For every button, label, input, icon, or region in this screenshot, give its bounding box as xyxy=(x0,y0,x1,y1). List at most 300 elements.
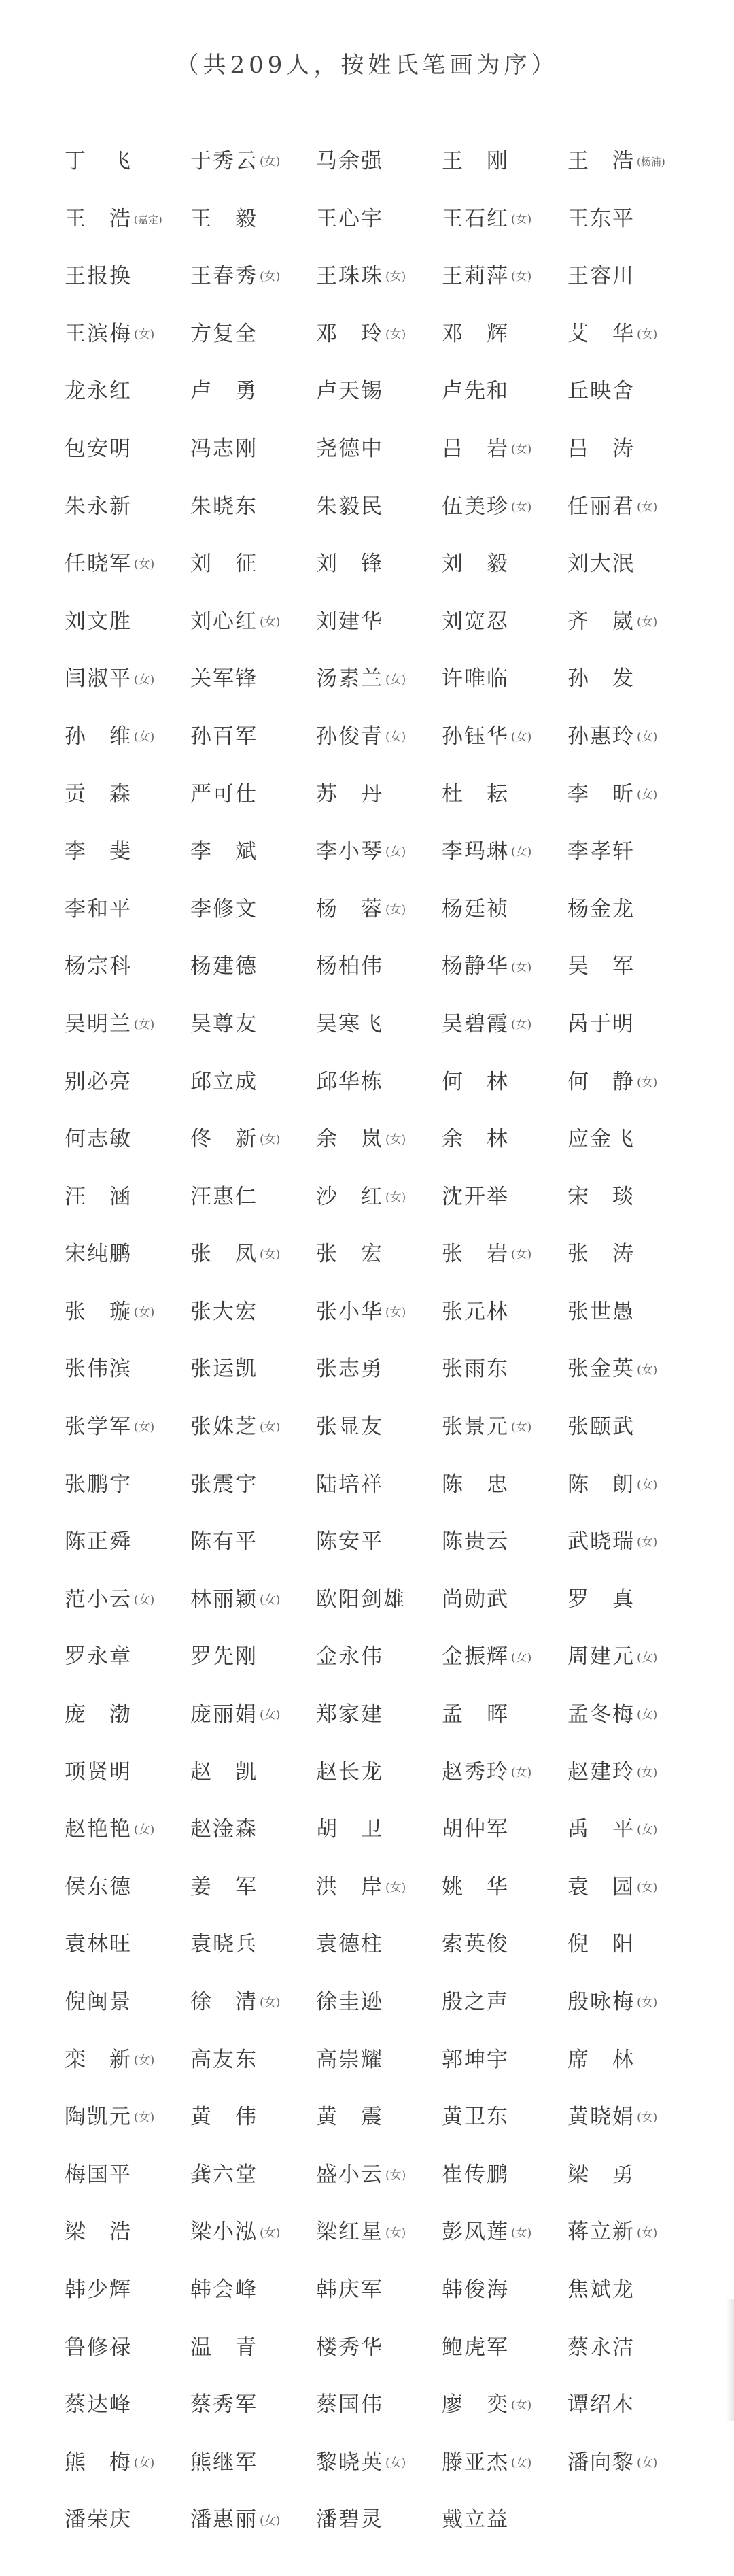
person-name: 杨静华 xyxy=(442,954,509,979)
person-name: 孟 晖 xyxy=(442,1702,509,1727)
person-name: 刘文胜 xyxy=(65,609,132,634)
name-entry xyxy=(442,881,567,938)
person-name: 赵艳艳 xyxy=(65,1817,132,1842)
female-mark: (女) xyxy=(134,558,155,572)
female-mark: (女) xyxy=(511,2399,532,2413)
name-entry xyxy=(316,2376,442,2434)
name-entry xyxy=(567,996,734,1053)
female-mark: (女) xyxy=(637,2456,658,2470)
name-entry xyxy=(316,996,442,1053)
name-entry xyxy=(65,1111,190,1168)
name-entry xyxy=(567,362,734,420)
female-mark: (女) xyxy=(637,1536,658,1550)
name-entry xyxy=(65,1628,190,1686)
name-entry xyxy=(316,766,442,824)
person-name: 陈正舜 xyxy=(65,1529,132,1555)
female-mark: (女) xyxy=(637,730,658,745)
name-entry xyxy=(190,1801,316,1859)
name-entry xyxy=(316,1859,442,1916)
female-mark: (女) xyxy=(385,327,406,341)
name-entry xyxy=(316,362,442,420)
female-mark: (女) xyxy=(637,327,658,341)
person-name: 齐 崴 xyxy=(567,609,635,634)
person-name: 胡 卫 xyxy=(316,1817,383,1842)
person-name: 何志敏 xyxy=(65,1127,132,1152)
person-name: 陶凯元 xyxy=(65,2105,132,2130)
person-name: 张 璇 xyxy=(65,1299,132,1324)
female-mark: (女) xyxy=(260,1248,281,1262)
female-mark: (女) xyxy=(511,270,532,284)
person-name: 袁林旺 xyxy=(65,1932,132,1957)
person-name: 张元林 xyxy=(442,1299,509,1324)
person-name: 胡仲军 xyxy=(442,1817,509,1842)
female-mark: (女) xyxy=(260,1996,281,2010)
person-name: 熊继军 xyxy=(190,2450,258,2475)
person-name: 殷咏梅 xyxy=(567,1990,635,2014)
person-name: 丘映舍 xyxy=(567,379,635,404)
name-entry xyxy=(442,1801,567,1859)
person-name: 罗永章 xyxy=(65,1644,132,1670)
person-name: 崔传鹏 xyxy=(442,2162,509,2187)
female-mark: (女) xyxy=(637,1996,658,2010)
person-name: 李小琴 xyxy=(316,839,383,864)
person-name: 刘 锋 xyxy=(316,552,383,577)
female-mark: (女) xyxy=(134,1018,155,1032)
name-entry xyxy=(190,938,316,996)
person-name: 冯志刚 xyxy=(190,436,258,461)
person-name: 卢 勇 xyxy=(190,379,258,404)
female-mark: (女) xyxy=(511,730,532,745)
person-name: 杨宗科 xyxy=(65,954,132,979)
name-entry xyxy=(190,2146,316,2204)
person-name: 滕亚杰 xyxy=(442,2450,509,2475)
person-name: 张显友 xyxy=(316,1414,383,1440)
name-entry xyxy=(567,478,734,536)
person-name: 王容川 xyxy=(567,264,635,289)
person-name: 刘建华 xyxy=(316,609,383,634)
person-name: 许唯临 xyxy=(442,666,509,692)
name-entry xyxy=(190,996,316,1053)
person-name: 武晓瑞 xyxy=(567,1529,635,1555)
name-entry xyxy=(316,1111,442,1168)
female-mark: (女) xyxy=(511,500,532,514)
name-entry xyxy=(442,1111,567,1168)
name-entry xyxy=(567,2434,734,2492)
person-name: 庞丽娟 xyxy=(190,1702,258,1727)
person-name: 韩俊海 xyxy=(442,2277,509,2302)
name-entry xyxy=(316,2434,442,2492)
name-entry xyxy=(567,1398,734,1456)
name-entry xyxy=(65,2491,190,2549)
name-entry xyxy=(65,1340,190,1398)
name-entry xyxy=(190,1686,316,1744)
name-entry xyxy=(65,305,190,363)
person-name: 赵长龙 xyxy=(316,1759,383,1784)
person-name: 张金英 xyxy=(567,1357,635,1382)
person-name: 席 林 xyxy=(567,2047,635,2072)
person-name: 张鹏宇 xyxy=(65,1472,132,1497)
person-name: 徐 清 xyxy=(190,1990,258,2014)
person-name: 蔡永洁 xyxy=(567,2335,635,2360)
name-entry xyxy=(190,1859,316,1916)
name-entry xyxy=(567,1744,734,1801)
name-entry xyxy=(65,996,190,1053)
person-name: 蔡达峰 xyxy=(65,2392,132,2418)
person-name: 姚 华 xyxy=(442,1874,509,1899)
name-entry xyxy=(316,248,442,305)
person-name: 王 浩 xyxy=(567,149,635,173)
name-entry xyxy=(190,2319,316,2377)
female-mark: (女) xyxy=(134,730,155,745)
name-entry xyxy=(442,1571,567,1629)
female-mark: (女) xyxy=(385,1881,406,1895)
person-name: 林丽颖 xyxy=(190,1587,258,1612)
person-name: 欧阳剑雄 xyxy=(316,1587,406,1612)
name-entry xyxy=(65,1916,190,1973)
person-name: 吕 岩 xyxy=(442,436,509,461)
person-name: 李 斌 xyxy=(190,839,258,864)
name-entry xyxy=(65,1168,190,1226)
name-entry xyxy=(442,362,567,420)
person-name: 王滨梅 xyxy=(65,321,132,346)
person-name: 王 毅 xyxy=(190,206,258,231)
person-name: 吴碧霞 xyxy=(442,1011,509,1036)
person-name: 吴寒飞 xyxy=(316,1011,383,1036)
person-name: 鲍虎军 xyxy=(442,2335,509,2360)
person-name: 方复全 xyxy=(190,321,258,346)
name-entry xyxy=(316,2146,442,2204)
name-entry xyxy=(567,2319,734,2377)
female-mark: (女) xyxy=(385,902,406,917)
person-name: 陈安平 xyxy=(316,1529,383,1555)
name-entry xyxy=(65,1053,190,1111)
name-entry xyxy=(316,823,442,881)
name-entry xyxy=(190,1571,316,1629)
person-name: 高崇耀 xyxy=(316,2047,383,2072)
person-name: 任晓军 xyxy=(65,552,132,577)
female-mark: (女) xyxy=(385,673,406,687)
person-name: 贡 森 xyxy=(65,781,132,807)
name-entry xyxy=(190,2031,316,2089)
name-entry xyxy=(65,2319,190,2377)
person-name: 韩会峰 xyxy=(190,2277,258,2302)
name-entry xyxy=(442,2031,567,2089)
person-name: 鲁修禄 xyxy=(65,2335,132,2360)
person-name: 焦斌龙 xyxy=(567,2277,635,2302)
person-name: 朱毅民 xyxy=(316,494,383,519)
name-entry xyxy=(316,2203,442,2261)
person-name: 佟 新 xyxy=(190,1127,258,1152)
name-entry xyxy=(442,478,567,536)
name-entry xyxy=(567,1686,734,1744)
female-mark: (女) xyxy=(260,2226,281,2240)
name-entry xyxy=(190,1225,316,1283)
female-mark: (女) xyxy=(511,1248,532,1262)
person-name: 伍美珍 xyxy=(442,494,509,519)
name-entry xyxy=(442,2146,567,2204)
person-name: 张 涛 xyxy=(567,1242,635,1267)
name-entry xyxy=(65,2031,190,2089)
female-mark: (女) xyxy=(637,1478,658,1492)
female-mark: (女) xyxy=(511,960,532,975)
person-name: 梁小泓 xyxy=(190,2220,258,2245)
name-entry xyxy=(65,2434,190,2492)
name-entry xyxy=(190,766,316,824)
person-name: 洪 岸 xyxy=(316,1874,383,1899)
name-entry xyxy=(65,881,190,938)
female-mark: (女) xyxy=(260,270,281,284)
person-name: 刘 征 xyxy=(190,552,258,577)
name-entry xyxy=(567,1456,734,1514)
person-name: 殷之声 xyxy=(442,1990,509,2014)
name-entry xyxy=(316,1225,442,1283)
name-entry xyxy=(567,2146,734,2204)
person-name: 张小华 xyxy=(316,1299,383,1324)
person-name: 呙于明 xyxy=(567,1011,635,1036)
person-name: 何 静 xyxy=(567,1069,635,1094)
name-entry xyxy=(316,305,442,363)
name-entry xyxy=(567,1628,734,1686)
person-name: 龚六堂 xyxy=(190,2162,258,2187)
name-entry xyxy=(442,190,567,248)
name-entry xyxy=(567,2376,734,2434)
name-entry xyxy=(442,1456,567,1514)
name-entry xyxy=(316,1916,442,1973)
name-entry xyxy=(65,1973,190,2031)
name-entry xyxy=(316,1801,442,1859)
person-name: 郑家建 xyxy=(316,1702,383,1727)
name-entry xyxy=(190,362,316,420)
name-entry xyxy=(190,1628,316,1686)
person-name: 张 宏 xyxy=(316,1242,383,1267)
person-name: 宋纯鹏 xyxy=(65,1242,132,1267)
name-entry xyxy=(442,2376,567,2434)
name-entry xyxy=(190,1973,316,2031)
person-name: 杨柏伟 xyxy=(316,954,383,979)
person-name: 朱晓东 xyxy=(190,494,258,519)
name-entry xyxy=(567,1916,734,1973)
person-name: 张颐武 xyxy=(567,1414,635,1440)
female-mark: (女) xyxy=(134,673,155,687)
name-entry xyxy=(567,1053,734,1111)
person-name: 王石红 xyxy=(442,206,509,231)
person-name: 黄卫东 xyxy=(442,2105,509,2130)
name-entry xyxy=(442,1053,567,1111)
person-name: 汤素兰 xyxy=(316,666,383,692)
person-name: 金振辉 xyxy=(442,1644,509,1670)
name-entry xyxy=(442,996,567,1053)
person-name: 李孝轩 xyxy=(567,839,635,864)
name-entry xyxy=(190,2203,316,2261)
name-entry xyxy=(65,190,190,248)
name-entry xyxy=(442,708,567,766)
person-name: 韩少辉 xyxy=(65,2277,132,2302)
person-name: 张志勇 xyxy=(316,1357,383,1382)
name-entry xyxy=(190,420,316,478)
person-name: 熊 梅 xyxy=(65,2450,132,2475)
name-entry xyxy=(190,1111,316,1168)
female-mark: (女) xyxy=(134,1306,155,1320)
person-name: 罗先刚 xyxy=(190,1644,258,1670)
person-name: 吕 涛 xyxy=(567,436,635,461)
person-name: 梁 勇 xyxy=(567,2162,635,2187)
name-entry xyxy=(442,2319,567,2377)
person-name: 陈 朗 xyxy=(567,1472,635,1497)
person-name: 杜 耘 xyxy=(442,781,509,807)
person-name: 李修文 xyxy=(190,896,258,921)
person-name: 杨廷祯 xyxy=(442,896,509,921)
female-mark: (女) xyxy=(637,1650,658,1665)
person-name: 袁 园 xyxy=(567,1874,635,1899)
person-name: 陆培祥 xyxy=(316,1472,383,1497)
person-name: 王 浩 xyxy=(65,206,132,231)
list-header: （共209人，按姓氏笔画为序） xyxy=(175,52,559,79)
name-entry xyxy=(65,133,190,190)
name-entry xyxy=(65,1571,190,1629)
person-name: 谭绍木 xyxy=(567,2392,635,2418)
name-entry xyxy=(316,478,442,536)
female-mark: (女) xyxy=(511,845,532,860)
name-entry xyxy=(190,190,316,248)
name-entry xyxy=(65,2203,190,2261)
person-name: 张学军 xyxy=(65,1414,132,1440)
name-entry xyxy=(65,1801,190,1859)
name-entry xyxy=(567,305,734,363)
person-name: 李玛琳 xyxy=(442,839,509,864)
person-name: 蒋立新 xyxy=(567,2220,635,2245)
female-mark: (女) xyxy=(511,212,532,226)
person-name: 别必亮 xyxy=(65,1069,132,1094)
name-entry xyxy=(567,1225,734,1283)
person-name: 庞 渤 xyxy=(65,1702,132,1727)
female-mark: (女) xyxy=(134,2456,155,2470)
female-mark: (女) xyxy=(385,2168,406,2182)
name-entry xyxy=(567,708,734,766)
person-name: 杨金龙 xyxy=(567,896,635,921)
person-name: 尧德中 xyxy=(316,436,383,461)
person-name: 倪闽景 xyxy=(65,1990,132,2014)
name-entry xyxy=(190,593,316,651)
name-entry xyxy=(316,1686,442,1744)
name-entry xyxy=(65,938,190,996)
female-mark: (女) xyxy=(260,2513,281,2528)
name-entry xyxy=(442,1859,567,1916)
person-name: 黄晓娟 xyxy=(567,2105,635,2130)
name-entry xyxy=(442,1225,567,1283)
name-entry xyxy=(65,478,190,536)
name-entry xyxy=(190,1916,316,1973)
person-name: 盛小云 xyxy=(316,2162,383,2187)
name-entry xyxy=(65,1686,190,1744)
person-name: 栾 新 xyxy=(65,2047,132,2072)
person-name: 关军锋 xyxy=(190,666,258,692)
name-entry xyxy=(316,2491,442,2549)
person-name: 孙 发 xyxy=(567,666,635,692)
person-name: 苏 丹 xyxy=(316,781,383,807)
person-name: 黄 震 xyxy=(316,2105,383,2130)
name-entry xyxy=(567,650,734,708)
name-entry xyxy=(567,2031,734,2089)
name-entry xyxy=(567,593,734,651)
person-name: 丁 飞 xyxy=(65,149,132,173)
person-name: 龙永红 xyxy=(65,379,132,404)
person-name: 刘 毅 xyxy=(442,552,509,577)
name-entry xyxy=(442,1916,567,1973)
person-name: 王珠珠 xyxy=(316,264,383,289)
female-mark: (女) xyxy=(134,327,155,341)
name-entry xyxy=(442,766,567,824)
name-entry xyxy=(316,1744,442,1801)
person-name: 徐圭逊 xyxy=(316,1990,383,2014)
person-name: 沈开举 xyxy=(442,1184,509,1209)
name-entry xyxy=(65,2261,190,2319)
person-name: 沙 红 xyxy=(316,1184,383,1209)
name-entry xyxy=(65,248,190,305)
person-name: 潘惠丽 xyxy=(190,2507,258,2532)
name-entry xyxy=(442,1283,567,1341)
name-entry xyxy=(442,2434,567,2492)
female-mark: (女) xyxy=(385,1133,406,1147)
female-mark: (女) xyxy=(637,2226,658,2240)
female-mark: (女) xyxy=(637,1881,658,1895)
name-entry xyxy=(316,1973,442,2031)
person-name: 卢天锡 xyxy=(316,379,383,404)
name-entry xyxy=(65,1225,190,1283)
female-mark: (女) xyxy=(385,2456,406,2470)
person-name: 张雨东 xyxy=(442,1357,509,1382)
female-mark: (女) xyxy=(511,2456,532,2470)
name-entry xyxy=(442,1973,567,2031)
name-entry xyxy=(316,650,442,708)
name-entry xyxy=(567,1111,734,1168)
name-entry xyxy=(316,881,442,938)
name-entry xyxy=(65,1283,190,1341)
district-note: (嘉定) xyxy=(134,213,162,226)
person-name: 吴尊友 xyxy=(190,1011,258,1036)
person-name: 郭坤宇 xyxy=(442,2047,509,2072)
name-entry xyxy=(316,535,442,593)
person-name: 卢先和 xyxy=(442,379,509,404)
person-name: 赵秀玲 xyxy=(442,1759,509,1784)
person-name: 张震宇 xyxy=(190,1472,258,1497)
name-entry xyxy=(190,248,316,305)
name-entry xyxy=(316,1628,442,1686)
name-entry xyxy=(190,708,316,766)
person-name: 张运凯 xyxy=(190,1357,258,1382)
name-entry xyxy=(442,1628,567,1686)
name-entry xyxy=(567,938,734,996)
person-name: 潘荣庆 xyxy=(65,2507,132,2532)
name-entry xyxy=(316,1571,442,1629)
person-name: 任丽君 xyxy=(567,494,635,519)
name-entry xyxy=(316,938,442,996)
name-entry xyxy=(442,593,567,651)
person-name: 潘向黎 xyxy=(567,2450,635,2475)
person-name: 刘心红 xyxy=(190,609,258,634)
name-entry xyxy=(190,823,316,881)
person-name: 孙 维 xyxy=(65,724,132,749)
person-name: 张伟滨 xyxy=(65,1357,132,1382)
female-mark: (女) xyxy=(134,1823,155,1837)
person-name: 王报换 xyxy=(65,264,132,289)
name-entry xyxy=(65,1456,190,1514)
name-entry xyxy=(65,362,190,420)
name-entry xyxy=(567,1973,734,2031)
person-name: 于秀云 xyxy=(190,149,258,173)
name-entry xyxy=(442,535,567,593)
person-name: 吴明兰 xyxy=(65,1011,132,1036)
name-entry xyxy=(567,823,734,881)
